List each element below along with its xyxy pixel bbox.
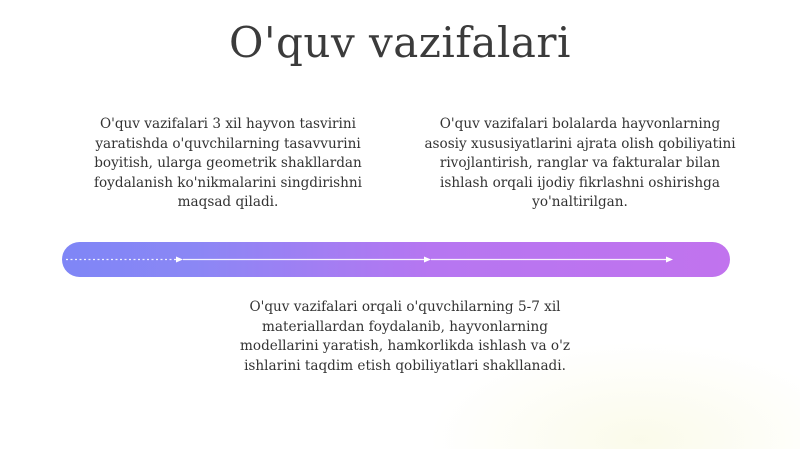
task-text-2: O'quv vazifalari bolalarda hayvonlarning asosiy xususiyatlarini ajrata olish qobiliyatini rivojlantirish, ranglar va fakturalar bilan ishlash orqali ijodiy fikrlashni oshirishga yo'naltirilgan. [424,116,736,210]
timeline-arrows [62,242,730,277]
task-text-3: O'quv vazifalari orqali o'quvchilarning 5-7 xil materiallardan foydalanib, hayvonlarning modellarini yaratish, hamkorlikda ishlash va o'z ishlarini taqdim etish qobiliyatlari shakllanadi. [240,299,570,374]
arrow-icon-2 [424,257,431,263]
arrow-icon-3 [666,257,673,263]
task-text-1: O'quv vazifalari 3 xil hayvon tasvirini yaratishda o'quvchilarning tasavvurini boyitish, ularga geometrik shakllardan foydalanish ko'nikmalarini singdirishni maqsad qiladi. [93,116,363,210]
arrow-icon-1 [176,257,183,263]
slide-title: O'quv vazifalari [229,18,571,67]
